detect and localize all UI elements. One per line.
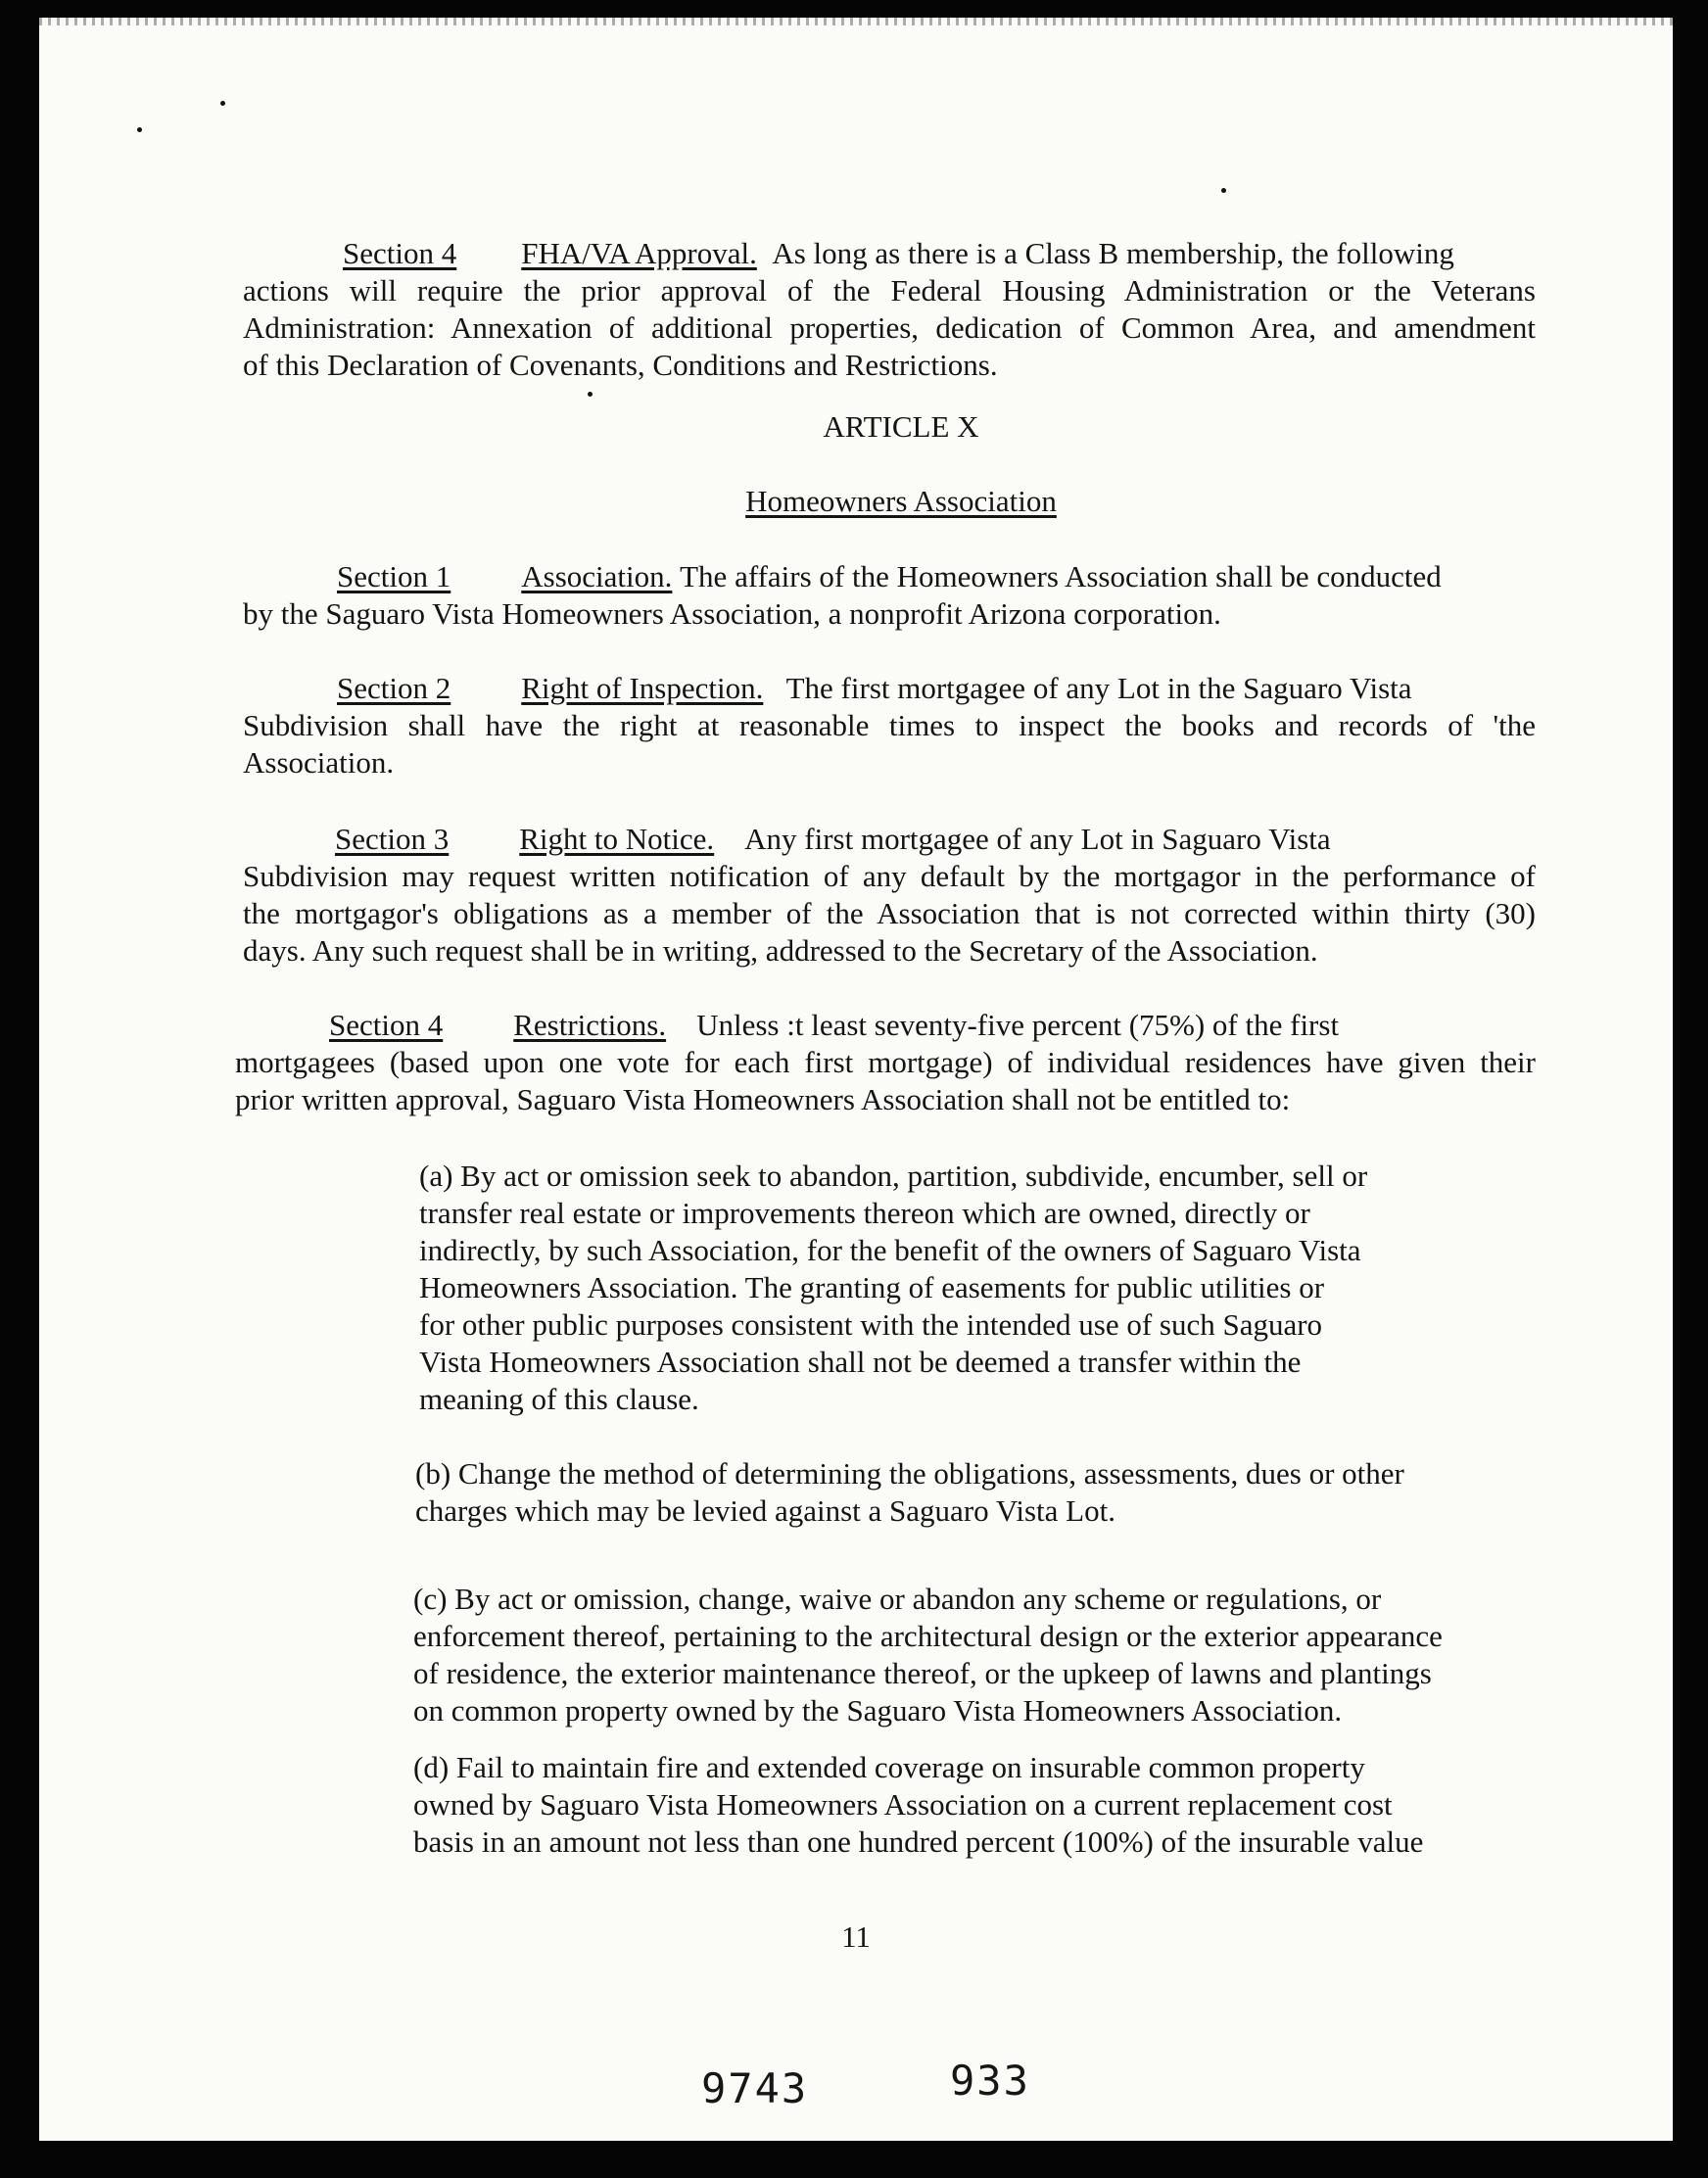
section-heading: Section 2 xyxy=(337,671,451,705)
clause-line: transfer real estate or improvements thereon which are owned, directly or xyxy=(419,1196,1310,1230)
paragraph-line: Administration: Annexation of additional properties, dedication of Common Area, and amendment xyxy=(243,310,1536,345)
clause-line: enforcement thereof, pertaining to the architectural design or the exterior appearance xyxy=(413,1619,1443,1653)
recording-page-number: 933 xyxy=(950,2057,1030,2105)
clause-line: meaning of this clause. xyxy=(419,1382,699,1416)
section-heading: Section 4 xyxy=(329,1008,444,1042)
clause-line: charges which may be levied against a Saguaro Vista Lot. xyxy=(415,1493,1115,1528)
paragraph-line: the mortgagor's obligations as a member of the Association that is not corrected within thirty (30) xyxy=(243,896,1536,930)
scan-speck xyxy=(137,127,142,132)
scan-speck xyxy=(588,392,593,397)
section-heading: Section 1 xyxy=(337,559,451,593)
scan-edge-noise xyxy=(39,18,1673,25)
association-paragraph xyxy=(243,558,1536,633)
paragraph-text: The affairs of the Homeowners Association shall be conducted xyxy=(680,559,1442,593)
section-title: FHA/VA Approval. xyxy=(521,236,757,270)
scan-speck xyxy=(1221,188,1226,193)
clause-line: Homeowners Association. The granting of easements for public utilities or xyxy=(419,1270,1325,1304)
paragraph-line: actions will require the prior approval of the Federal Housing Administration or the Veterans xyxy=(243,273,1536,308)
clause-b xyxy=(415,1455,1542,1530)
page-number: 11 xyxy=(841,1919,871,1954)
clause-line: (b) Change the method of determining the obligations, assessments, dues or other xyxy=(415,1456,1404,1491)
section-title: Restrictions. xyxy=(513,1008,667,1042)
paragraph-text: As long as there is a Class B membership, the following xyxy=(772,236,1454,270)
section-title: Right to Notice. xyxy=(519,822,715,856)
right-of-inspection-paragraph xyxy=(243,670,1536,781)
clause-line: of residence, the exterior maintenance thereof, or the upkeep of lawns and plantings xyxy=(413,1656,1432,1690)
paragraph-line: Subdivision may request written notification of any default by the mortgagor in the performance of xyxy=(243,859,1536,893)
clause-line: owned by Saguaro Vista Homeowners Association on a current replacement cost xyxy=(413,1787,1393,1822)
clause-line: indirectly, by such Association, for the benefit of the owners of Saguaro Vista xyxy=(419,1233,1361,1267)
fha-va-approval-paragraph xyxy=(243,235,1536,384)
paragraph-text: Any first mortgagee of any Lot in Saguaro Vista xyxy=(744,822,1331,856)
right-to-notice-paragraph xyxy=(243,821,1536,970)
paragraph-line: days. Any such request shall be in writing, addressed to the Secretary of the Association. xyxy=(243,933,1318,968)
section-heading: Section 3 xyxy=(335,822,450,856)
scan-speck xyxy=(220,101,225,106)
clause-line: Vista Homeowners Association shall not be deemed a transfer within the xyxy=(419,1345,1302,1379)
section-title: Right of Inspection. xyxy=(521,671,764,705)
document-page xyxy=(39,18,1673,2141)
clause-line: (d) Fail to maintain fire and extended coverage on insurable common property xyxy=(413,1750,1365,1784)
paragraph-line: by the Saguaro Vista Homeowners Association, a nonprofit Arizona corporation. xyxy=(243,596,1221,631)
paragraph-text: Unless :t least seventy-five percent (75%) of the first xyxy=(696,1008,1340,1042)
clause-line: on common property owned by the Saguaro Vista Homeowners Association. xyxy=(413,1693,1343,1728)
paragraph-text: The first mortgagee of any Lot in the Saguaro Vista xyxy=(785,671,1412,705)
clause-line: basis in an amount not less than one hundred percent (100%) of the insurable value xyxy=(413,1824,1424,1859)
paragraph-line: Subdivision shall have the right at reasonable times to inspect the books and records of 'the xyxy=(243,708,1536,742)
article-number: ARTICLE X xyxy=(823,409,979,444)
recording-docket-number: 9743 xyxy=(701,2064,809,2112)
clause-c xyxy=(413,1581,1540,1729)
paragraph-line: Association. xyxy=(243,745,395,780)
article-title-wrap xyxy=(215,484,1587,519)
article-title: Homeowners Association xyxy=(745,484,1057,518)
clause-line: for other public purposes consistent with the intended use of such Saguaro xyxy=(419,1307,1323,1342)
paragraph-line: mortgagees (based upon one vote for each first mortgage) of individual residences have given their xyxy=(235,1045,1536,1079)
section-heading: Section 4 xyxy=(343,236,457,270)
paragraph-line: of this Declaration of Covenants, Conditions and Restrictions. xyxy=(243,348,998,382)
clause-d xyxy=(413,1749,1540,1861)
restrictions-paragraph xyxy=(235,1007,1536,1118)
section-title: Association. xyxy=(521,559,673,593)
clause-line: (c) By act or omission, change, waive or abandon any scheme or regulations, or xyxy=(413,1582,1382,1616)
paragraph-line: prior written approval, Saguaro Vista Homeowners Association shall not be entitled to: xyxy=(235,1082,1291,1116)
clause-a xyxy=(419,1158,1536,1418)
clause-line: (a) By act or omission seek to abandon, partition, subdivide, encumber, sell or xyxy=(419,1159,1368,1193)
